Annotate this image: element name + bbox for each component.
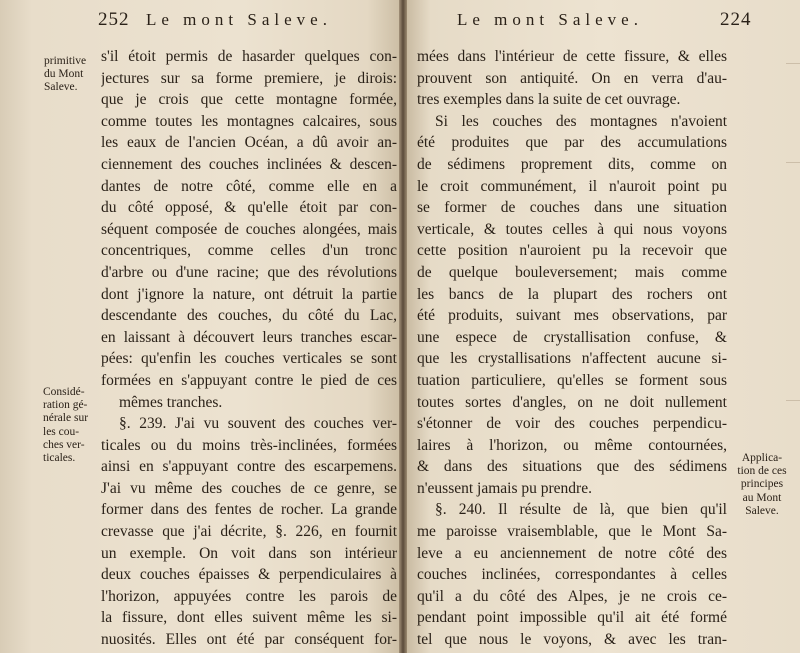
text-line: été produits, suivant mes observations, par	[417, 307, 727, 325]
text-line: comme toutes les montagnes calcaires, sous	[101, 112, 397, 130]
left-page	[0, 0, 399, 653]
right-text-block	[417, 46, 727, 651]
text-line: mées dans l'intérieur de cette fissure, & elles	[417, 48, 727, 65]
text-line: crevasse que j'ai décrite, §. 226, en fournit	[101, 523, 397, 541]
bleed-through-mark	[786, 400, 800, 411]
text-line: une espece de crystallisation confuse, &	[417, 328, 727, 346]
text-line: pendant point impossible qu'il ait été formé	[417, 609, 727, 627]
right-margin-note	[729, 452, 795, 518]
text-line: prouvent son antiquité. On en verra d'au-	[417, 69, 727, 87]
text-line: deux couches épaisses & perpendiculaires à	[101, 566, 397, 584]
text-line: J'ai vu même des couches de ce genre, se	[101, 479, 397, 497]
left-text-block	[101, 46, 397, 651]
paragraph-start-line: Si les couches des montagnes n'avoient	[435, 112, 727, 130]
margin-note-line: du Mont	[44, 68, 84, 81]
text-line: s'étonner de voir des couches perpendicu-	[417, 415, 727, 433]
text-line: concentriques, comme celles d'un tronc	[101, 242, 397, 260]
text-line: couches inclinées, correspondantes à celles	[417, 566, 727, 584]
text-line: pées: qu'enfin les couches verticales se sont	[101, 350, 397, 368]
text-line: un exemple. On voit dans son intérieur	[101, 544, 397, 562]
text-line: me paroisse vraisemblable, que le Mont Sa-	[417, 523, 727, 541]
margin-note-line: Saleve.	[745, 504, 779, 517]
margin-note-line: au Mont	[742, 491, 782, 504]
text-line: descendante des couches, du côté du Lac,	[101, 307, 397, 325]
text-line: dantes de notre côté, comme elle en a	[101, 177, 397, 195]
text-line: & dans des situations que des sédimens	[417, 458, 727, 476]
text-line: tel que nous le voyons, & avec les tran-	[417, 631, 727, 649]
text-line: été produites que par des accumulations	[417, 134, 727, 152]
text-line: n'eussent jamais pu prendre.	[417, 479, 592, 497]
text-line: tuation particuliere, qu'elles se forment sous	[417, 371, 727, 389]
text-line: s'il étoit permis de hasarder quelques con-	[101, 48, 397, 65]
right-page	[407, 0, 800, 653]
text-line: mêmes tranches.	[119, 393, 223, 411]
bleed-through-mark	[786, 63, 800, 74]
right-page-number: 224	[720, 9, 752, 30]
text-line: jectures sur sa forme premiere, je dirois:	[101, 69, 397, 87]
text-line: toutes sortes d'angles, on ne doit nullement	[417, 393, 727, 411]
margin-note-line: primitive	[44, 55, 87, 67]
margin-note-line: Saleve.	[44, 81, 78, 94]
paragraph-start-line: §. 240. Il résulte de là, que bien qu'il	[435, 501, 727, 519]
margin-note-line: principes	[740, 478, 784, 491]
text-line: en laissant à découvert leurs tranches escar-	[101, 328, 397, 346]
text-line: ticales ou du moins très-inclinées, formées	[101, 436, 397, 454]
text-line: de sédimens proprement dits, comme on	[417, 155, 727, 173]
text-line: que je crois que cette montagne formée,	[101, 91, 397, 109]
text-line: l'horizon, appuyées contre les parois de	[101, 587, 397, 605]
text-line: la fissure, dont elles suivent même les si-	[101, 609, 397, 627]
text-line: cette position n'auroient pu la recevoir que	[417, 242, 727, 260]
text-line: former dans des fentes de rocher. La grande	[101, 501, 397, 519]
text-line: qu'il a du côté des Alpes, je ne crois ce-	[417, 587, 727, 605]
left-running-title: Le mont Saleve.	[146, 10, 332, 29]
text-line: leve a eu anciennement de notre côté des	[417, 544, 727, 562]
text-line: de quelque bouleversement; mais comme	[417, 263, 727, 281]
text-line: verticale, & toutes celles à qui nous voyons	[417, 220, 727, 238]
book-gutter	[399, 0, 407, 653]
text-line: formées en s'appuyant contre le pied de ces	[101, 371, 397, 389]
text-line: laires à l'horizon, ou même contournées,	[417, 436, 727, 454]
text-line: nuosités. Elles ont été par conséquent for-	[101, 631, 397, 649]
margin-note-line: ration gé-	[43, 399, 88, 412]
margin-note-line: Considé-	[43, 386, 85, 398]
text-line: que les crystallisations n'affectent aucune si-	[417, 350, 727, 368]
text-line: du côté opposé, & qu'elle étoit par con-	[101, 199, 397, 217]
text-line: le croit communément, il n'auroit point pu	[417, 177, 727, 195]
text-line: ainsi en s'appuyant contre des escarpemens.	[101, 458, 397, 476]
text-line: d'arbre ou d'une racine; que des révolutions	[101, 263, 397, 281]
text-line: les eaux de l'ancien Océan, a dû avoir an-	[101, 134, 397, 152]
margin-note-line: Applica-	[741, 452, 783, 464]
text-line: ciennement des couches inclinées & descen-	[101, 155, 397, 173]
margin-note-line: nérale sur	[43, 412, 89, 425]
text-line: se former de couches dans une situation	[417, 199, 727, 217]
left-margin-note-1	[44, 55, 96, 95]
right-running-title: Le mont Saleve.	[457, 10, 643, 29]
bleed-through-mark	[786, 162, 800, 173]
left-page-number: 252	[98, 9, 130, 30]
margin-note-line: ticales.	[43, 452, 76, 465]
margin-note-line: ches ver-	[43, 438, 85, 451]
paragraph-start-line: §. 239. J'ai vu souvent des couches ver-	[119, 415, 397, 433]
text-line: les bancs de la plupart des rochers ont	[417, 285, 727, 303]
text-line: séquent composée de couches alongées, mais	[101, 220, 397, 238]
text-line: tres exemples dans la suite de cet ouvrage.	[417, 91, 681, 109]
text-line: dont j'ignore la nature, ont détruit la partie	[101, 285, 397, 303]
left-margin-note-2	[43, 386, 95, 465]
margin-note-line: les cou-	[43, 425, 80, 438]
margin-note-line: tion de ces	[737, 465, 787, 478]
